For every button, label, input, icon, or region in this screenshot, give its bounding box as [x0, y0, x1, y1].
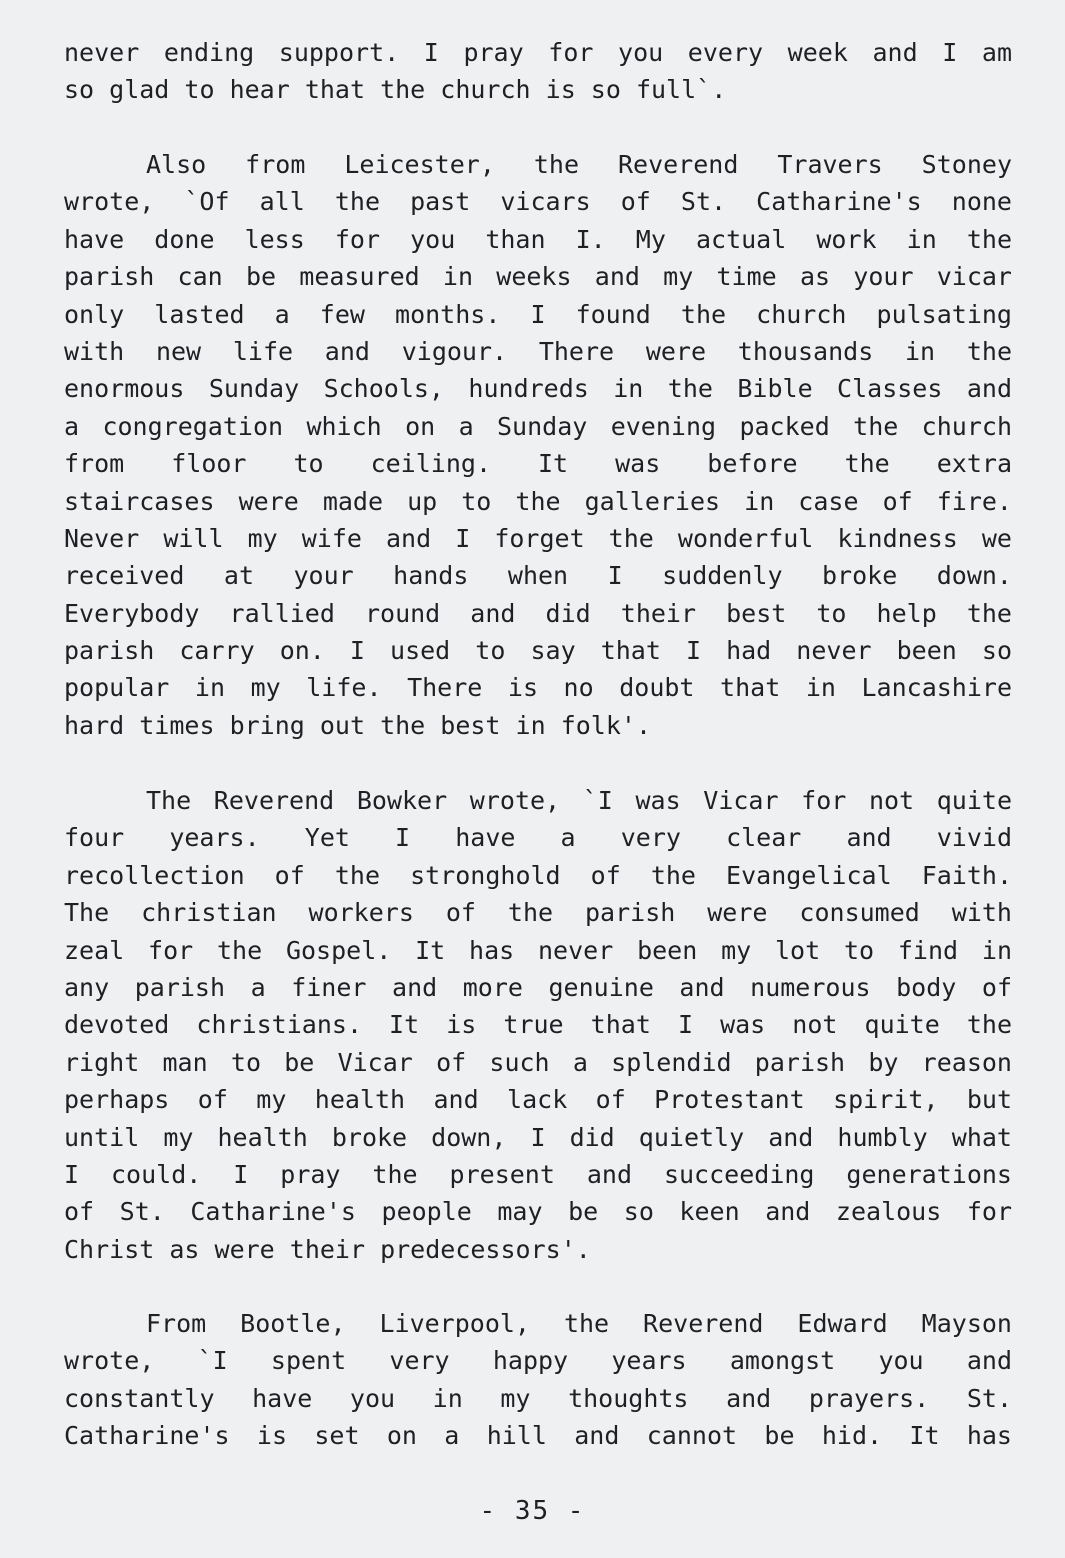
paragraph-2	[64, 146, 1012, 744]
text-line: Everybody rallied round and did their best to help the	[64, 598, 1012, 628]
paragraph-1	[64, 34, 1012, 109]
text-line: zeal for the Gospel. It has never been my lot to find in	[64, 935, 1012, 965]
text-line: a congregation which on a Sunday evening packed the church	[64, 411, 1012, 441]
text-line: have done less for you than I. My actual work in the	[64, 224, 1012, 254]
text-line: any parish a finer and more genuine and numerous body of	[64, 972, 1012, 1002]
text-line: wrote, `Of all the past vicars of St. Catharine's none	[64, 187, 1012, 217]
text-line: enormous Sunday Schools, hundreds in the Bible Classes and	[64, 374, 1012, 404]
text-line: of St. Catharine's people may be so keen and zealous for	[64, 1197, 1012, 1227]
text-line: received at your hands when I suddenly broke down.	[64, 561, 1012, 591]
text-line: devoted christians. It is true that I was not quite the	[64, 1010, 1012, 1040]
text-line: parish carry on. I used to say that I had never been so	[64, 636, 1012, 666]
paragraph-3	[64, 782, 1012, 1268]
text-line: popular in my life. There is no doubt that in Lancashire	[64, 673, 1012, 703]
text-line: four years. Yet I have a very clear and vivid	[64, 823, 1012, 853]
text-line: never ending support. I pray for you every week and I am	[64, 38, 1012, 67]
text-line: The christian workers of the parish were consumed with	[64, 898, 1012, 928]
text-line: I could. I pray the present and succeeding generations	[64, 1159, 1012, 1189]
text-line: The Reverend Bowker wrote, `I was Vicar for not quite	[146, 786, 1012, 815]
text-line: only lasted a few months. I found the church pulsating	[64, 299, 1012, 329]
paragraph-4	[64, 1305, 1012, 1455]
text-line: recollection of the stronghold of the Evangelical Faith.	[64, 860, 1012, 890]
page-number: - 35 -	[479, 1496, 586, 1526]
text-line: perhaps of my health and lack of Protestant spirit, but	[64, 1085, 1012, 1115]
text-line: staircases were made up to the galleries in case of fire.	[64, 486, 1012, 516]
text-line: Christ as were their predecessors'.	[64, 1234, 591, 1264]
text-line: with new life and vigour. There were thousands in the	[64, 336, 1012, 366]
text-line: wrote, `I spent very happy years amongst you and	[64, 1346, 1012, 1376]
text-line: constantly have you in my thoughts and prayers. St.	[64, 1383, 1012, 1413]
text-line: so glad to hear that the church is so full`.	[64, 75, 727, 105]
text-line: Never will my wife and I forget the wonderful kindness we	[64, 523, 1012, 553]
text-line: hard times bring out the best in folk'.	[64, 710, 651, 740]
text-line: from floor to ceiling. It was before the extra	[64, 449, 1012, 479]
text-line: Catharine's is set on a hill and cannot be hid. It has	[64, 1421, 1012, 1451]
text-line: parish can be measured in weeks and my time as your vicar	[64, 262, 1012, 292]
text-line: Also from Leicester, the Reverend Travers Stoney	[146, 150, 1012, 179]
text-line: From Bootle, Liverpool, the Reverend Edward Mayson	[146, 1309, 1012, 1338]
text-line: until my health broke down, I did quietly and humbly what	[64, 1122, 1012, 1152]
text-line: right man to be Vicar of such a splendid parish by reason	[64, 1047, 1012, 1077]
